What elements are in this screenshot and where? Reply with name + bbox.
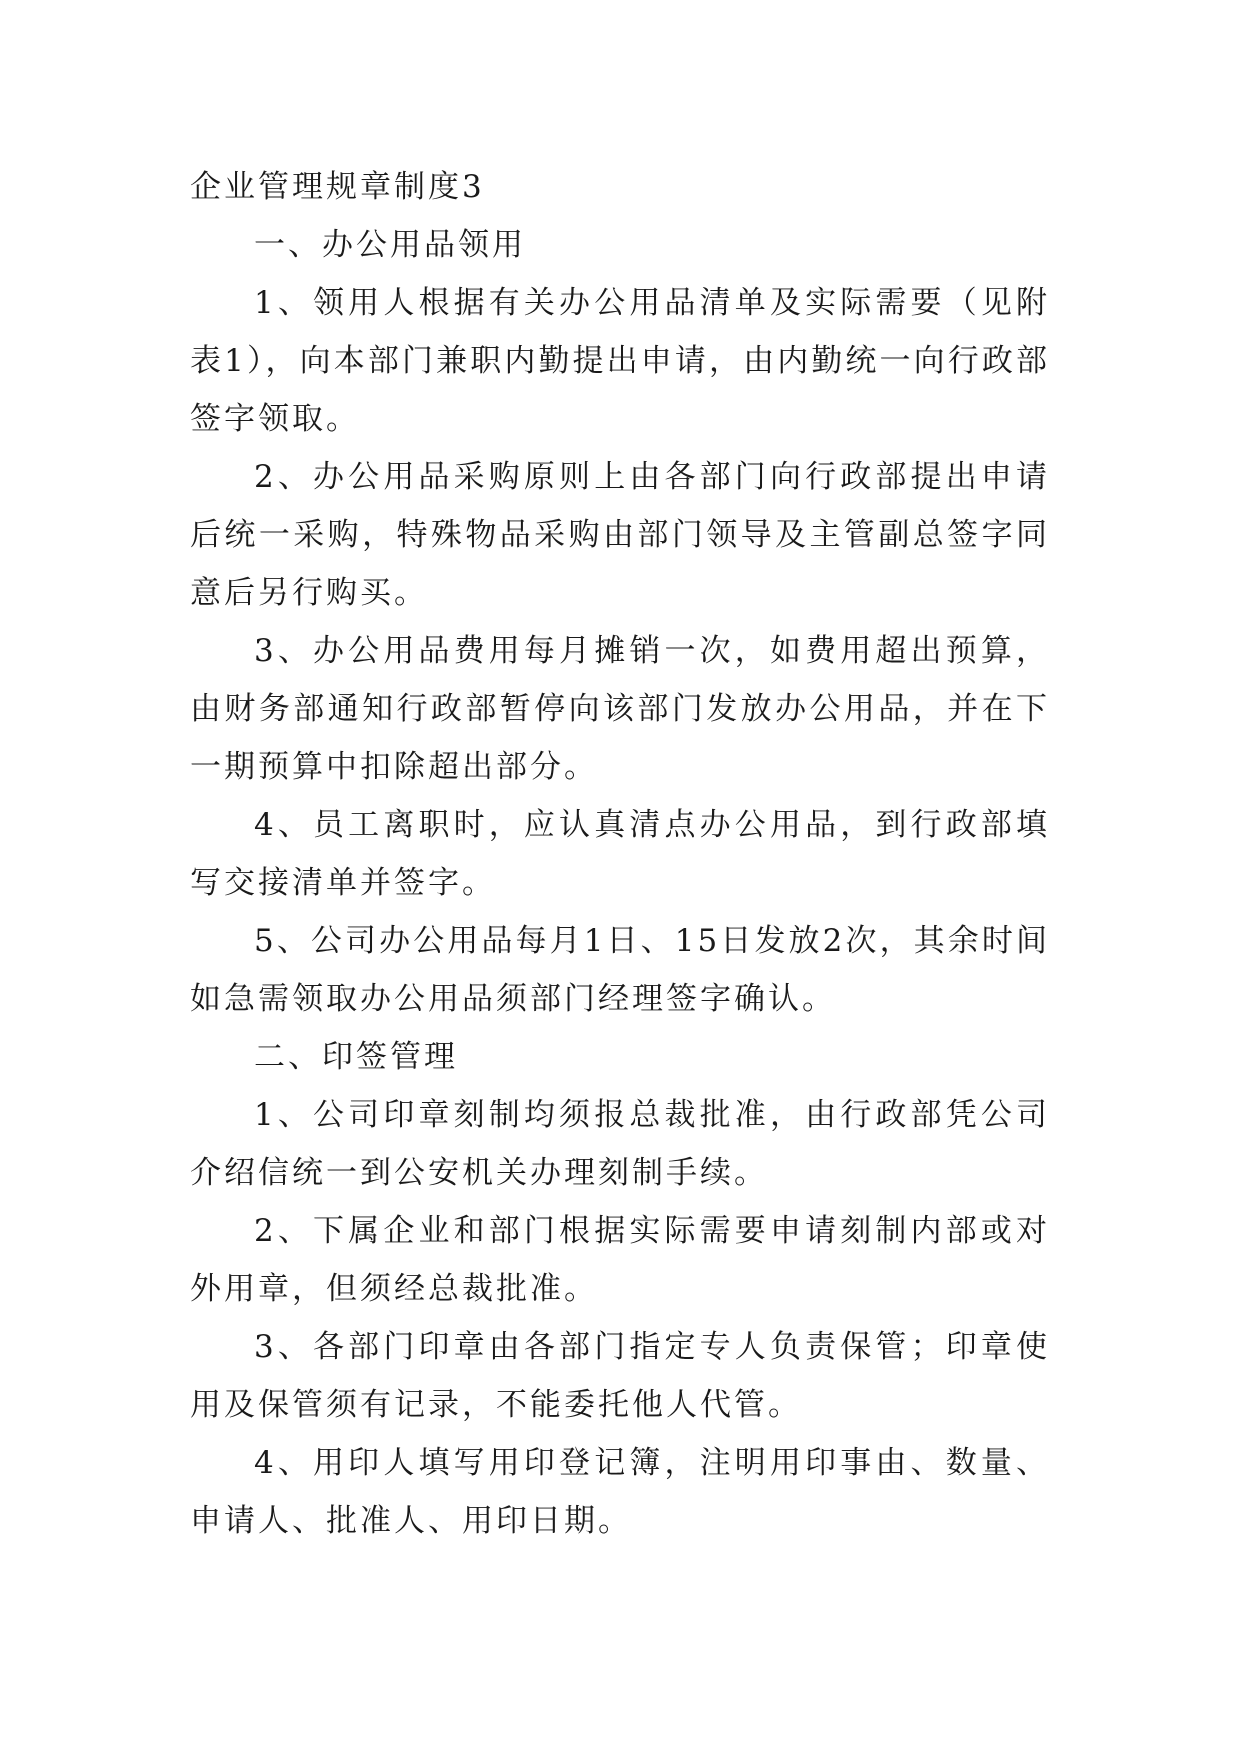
section-seal-management bbox=[190, 1028, 1050, 1550]
document-title: 企业管理规章制度3 bbox=[190, 169, 485, 205]
section-heading: 一、办公用品领用 bbox=[254, 227, 526, 263]
paragraph: 4、员工离职时，应认真清点办公用品，到行政部填写交接清单并签字。 bbox=[190, 807, 1050, 901]
document-page bbox=[190, 158, 1050, 1550]
section-heading: 二、印签管理 bbox=[254, 1039, 458, 1075]
paragraph: 2、下属企业和部门根据实际需要申请刻制内部或对外用章，但须经总裁批准。 bbox=[190, 1213, 1050, 1307]
paragraph: 5、公司办公用品每月1日、15日发放2次，其余时间如急需领取办公用品须部门经理签字确认。 bbox=[190, 923, 1050, 1017]
section-office-supplies bbox=[190, 216, 1050, 1028]
paragraph: 4、用印人填写用印登记簿，注明用印事由、数量、申请人、批准人、用印日期。 bbox=[190, 1445, 1050, 1539]
paragraph: 3、各部门印章由各部门指定专人负责保管；印章使用及保管须有记录，不能委托他人代管。 bbox=[190, 1329, 1050, 1423]
paragraph: 2、办公用品采购原则上由各部门向行政部提出申请后统一采购，特殊物品采购由部门领导及主管副总签字同意后另行购买。 bbox=[190, 459, 1050, 611]
paragraph: 3、办公用品费用每月摊销一次，如费用超出预算，由财务部通知行政部暂停向该部门发放办公用品，并在下一期预算中扣除超出部分。 bbox=[190, 633, 1050, 785]
paragraph: 1、公司印章刻制均须报总裁批准，由行政部凭公司介绍信统一到公安机关办理刻制手续。 bbox=[190, 1097, 1050, 1191]
paragraph: 1、领用人根据有关办公用品清单及实际需要（见附表1），向本部门兼职内勤提出申请，由内勤统一向行政部签字领取。 bbox=[190, 285, 1050, 437]
